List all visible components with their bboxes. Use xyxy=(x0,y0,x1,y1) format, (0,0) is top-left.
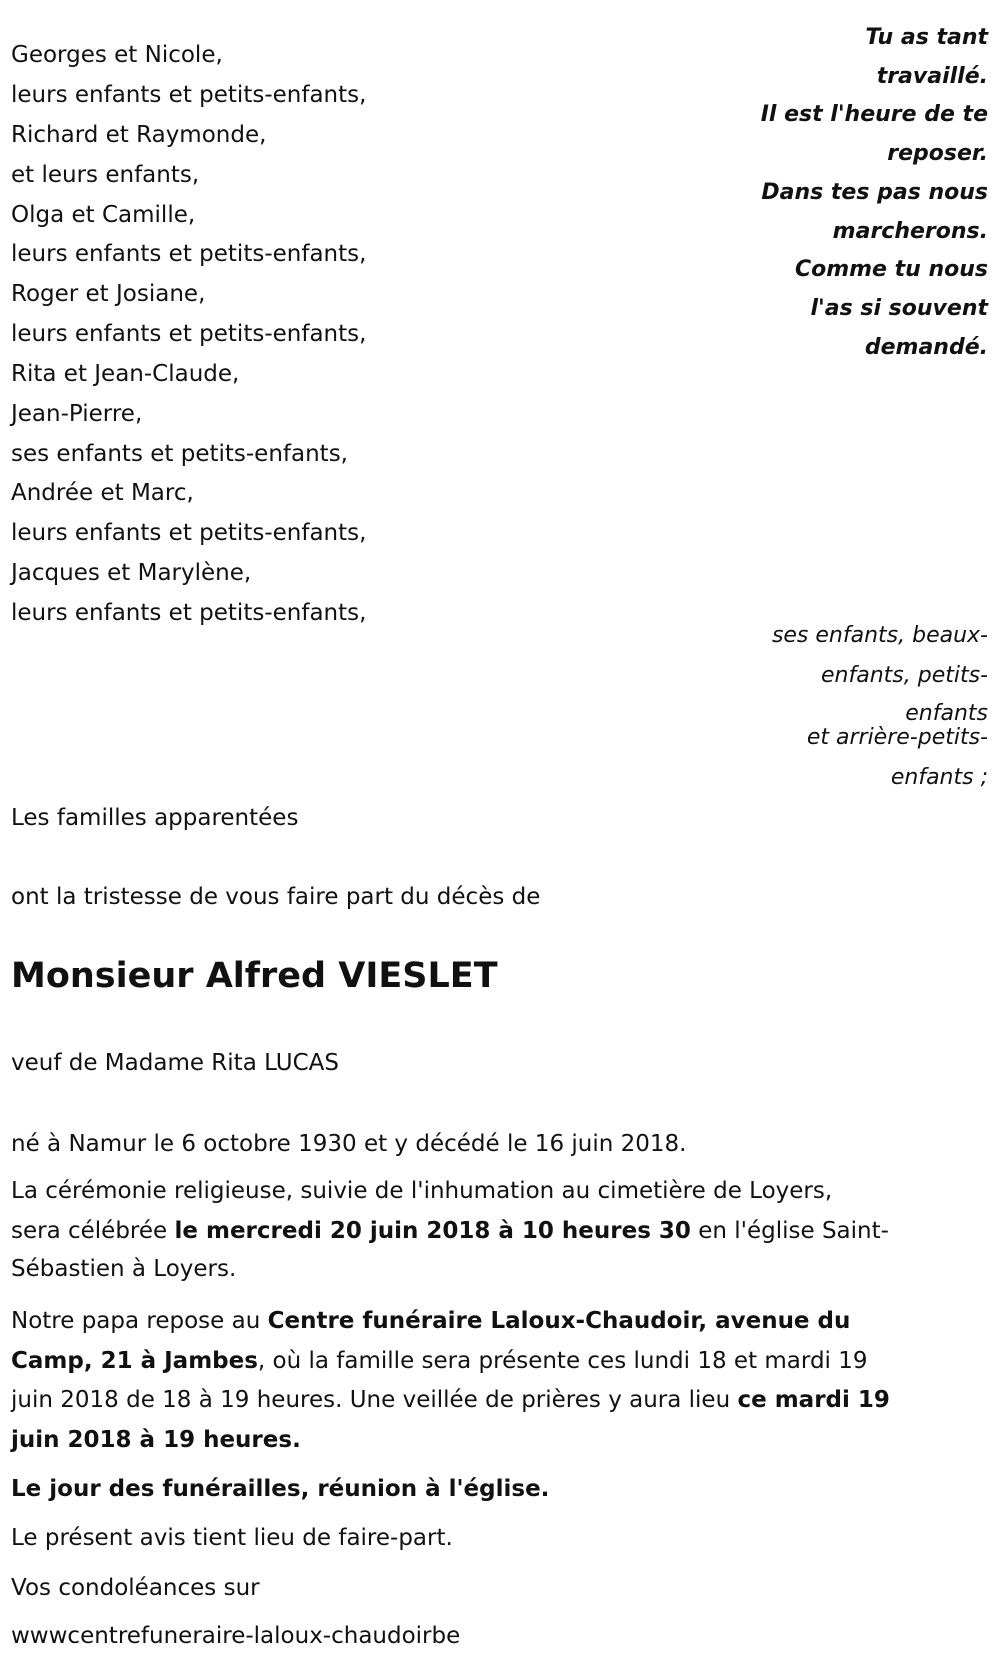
rest-line xyxy=(11,1380,890,1420)
poem-line: Tu as tant xyxy=(865,25,988,50)
family-line: leurs enfants et petits-enfants, xyxy=(11,520,367,546)
website-link[interactable]: wwwcentrefuneraire-laloux-chaudoirbe xyxy=(11,1623,461,1649)
descendants-line: enfants xyxy=(905,701,988,726)
text: sera célébrée xyxy=(11,1218,175,1244)
deceased-name: Monsieur Alfred VIESLET xyxy=(11,956,498,996)
poem-line: demandé. xyxy=(864,335,988,360)
family-line: Rita et Jean-Claude, xyxy=(11,361,240,387)
family-line: Richard et Raymonde, xyxy=(11,122,267,148)
ceremony-line: La cérémonie religieuse, suivie de l'inhumation au cimetière de Loyers, xyxy=(11,1178,833,1204)
rest-line xyxy=(11,1420,301,1460)
poem-line: marcherons. xyxy=(832,219,988,244)
family-line: Roger et Josiane, xyxy=(11,281,206,307)
poem-line: travaillé. xyxy=(876,64,988,89)
funeral-center: Centre funéraire Laloux-Chaudoir, avenue du xyxy=(267,1308,851,1334)
descendants-line: et arrière-petits- xyxy=(806,725,988,750)
family-line: et leurs enfants, xyxy=(11,162,200,188)
notice: Le présent avis tient lieu de faire-part. xyxy=(11,1525,453,1551)
family-line: leurs enfants et petits-enfants, xyxy=(11,600,367,626)
funeral-center-address: Camp, 21 à Jambes xyxy=(11,1348,258,1374)
family-line: Andrée et Marc, xyxy=(11,480,194,506)
family-line: Jean-Pierre, xyxy=(11,401,143,427)
text: en l'église Saint- xyxy=(690,1218,889,1244)
text: Notre papa repose au xyxy=(11,1308,268,1334)
vigil-datetime: juin 2018 à 19 heures. xyxy=(11,1427,301,1453)
descendants-line: enfants ; xyxy=(890,765,988,790)
ceremony-datetime: le mercredi 20 juin 2018 à 10 heures 30 xyxy=(174,1218,691,1244)
poem-line: reposer. xyxy=(887,141,988,166)
ceremony-line: Sébastien à Loyers. xyxy=(11,1256,237,1282)
condolences: Vos condoléances sur xyxy=(11,1575,260,1601)
family-line: leurs enfants et petits-enfants, xyxy=(11,321,367,347)
related-families: Les familles apparentées xyxy=(11,805,299,831)
family-line: Georges et Nicole, xyxy=(11,42,223,68)
descendants-line: ses enfants, beaux- xyxy=(771,623,988,648)
family-line: leurs enfants et petits-enfants, xyxy=(11,82,367,108)
vigil-datetime: ce mardi 19 xyxy=(737,1387,890,1413)
rest-line xyxy=(11,1301,850,1341)
poem-line: Comme tu nous xyxy=(794,257,988,282)
birth-death: né à Namur le 6 octobre 1930 et y décédé le 16 juin 2018. xyxy=(11,1131,687,1157)
family-line: Olga et Camille, xyxy=(11,202,196,228)
announcement: ont la tristesse de vous faire part du décès de xyxy=(11,884,541,910)
poem-line: l'as si souvent xyxy=(810,296,988,321)
widower-of: veuf de Madame Rita LUCAS xyxy=(11,1050,339,1076)
funeral-day: Le jour des funérailles, réunion à l'église. xyxy=(11,1476,550,1502)
text: juin 2018 de 18 à 19 heures. Une veillée de prières y aura lieu xyxy=(11,1387,738,1413)
ceremony-line xyxy=(11,1211,889,1251)
descendants-line: enfants, petits- xyxy=(821,663,988,688)
family-line: ses enfants et petits-enfants, xyxy=(11,441,348,467)
family-line: Jacques et Marylène, xyxy=(11,560,252,586)
text: , où la famille sera présente ces lundi 18 et mardi 19 xyxy=(257,1348,868,1374)
rest-line xyxy=(11,1341,868,1381)
poem-line: Dans tes pas nous xyxy=(761,180,988,205)
family-line: leurs enfants et petits-enfants, xyxy=(11,241,367,267)
poem-line: Il est l'heure de te xyxy=(760,102,988,127)
